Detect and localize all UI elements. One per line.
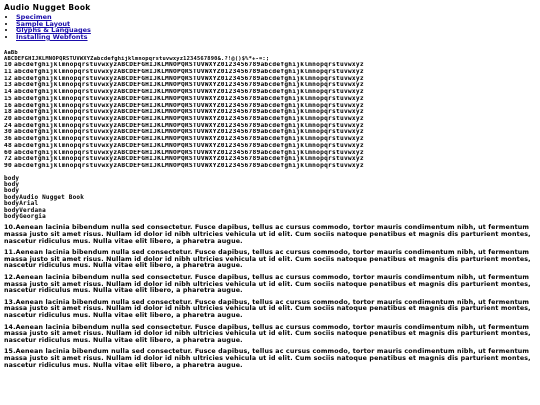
size-number: 36: [4, 136, 12, 143]
size-sample-text: abcdefghijklmnopqrstuvwxyzABCDEFGHIJKLMNOPQRSTUVWXYZ0123456789abcdefghijklmnopqrstuvwxyz: [14, 89, 364, 96]
size-sample-text: abcdefghijklmnopqrstuvwxyzABCDEFGHIJKLMNOPQRSTUVWXYZ0123456789abcdefghijklmnopqrstuvwxyz: [14, 129, 364, 136]
size-sample-text: abcdefghijklmnopqrstuvwxyzABCDEFGHIJKLMNOPQRSTUVWXYZ0123456789abcdefghijklmnopqrstuvwxyz: [14, 142, 364, 149]
paragraph-samples: [4, 225, 536, 369]
body-word: body: [4, 174, 20, 182]
size-number: 11: [4, 69, 12, 76]
size-number: 18: [4, 109, 12, 116]
size-row: [4, 156, 536, 163]
size-sample-text: abcdefghijklmnopqrstuvwxyzABCDEFGHIJKLMNOPQRSTUVWXYZ0123456789abcdefghijklmnopqrstuvwxyz: [14, 122, 364, 129]
size-waterfall: [4, 62, 536, 169]
size-row: [4, 163, 536, 170]
link-specimen[interactable]: Specimen: [16, 13, 52, 21]
size-sample-text: abcdefghijklmnopqrstuvwxyzABCDEFGHIJKLMNOPQRSTUVWXYZ0123456789abcdefghijklmnopqrstuvwxyz: [14, 156, 364, 163]
size-row: [4, 109, 536, 116]
size-number: 48: [4, 142, 12, 149]
nav-item: [16, 14, 536, 21]
charset-line: ABCDEFGHIJKLMNOPQRSTUVWXYZabcdefghijklmnopqrstuvwxyz1234567890&.?!@()$%*+-=:;: [4, 56, 270, 63]
size-sample-text: abcdefghijklmnopqrstuvwxyzABCDEFGHIJKLMNOPQRSTUVWXYZ0123456789abcdefghijklmnopqrstuvwxyz: [14, 82, 364, 89]
paragraph-text: Aenean lacinia bibendum nulla sed consectetur. Fusce dapibus, tellus ac cursus commodo, tortor mauris condimentum nibh, ut fermentum massa justo sit amet risus. Nullam id dolor id nibh ultricies vehicula ut id elit. Cum sociis natoque penatibus et magnis dis parturient montes, nascetur ridiculus mus. Nulla vitae elit libero, a pharetra augue.: [4, 323, 531, 344]
nav-item: [16, 27, 536, 34]
paragraph-sample: [4, 225, 536, 245]
size-row: [4, 143, 536, 150]
size-number: 60: [4, 149, 12, 156]
size-number: 72: [4, 156, 12, 163]
body-word: bodyGeorgia: [4, 213, 46, 221]
size-sample-text: abcdefghijklmnopqrstuvwxyzABCDEFGHIJKLMNOPQRSTUVWXYZ0123456789abcdefghijklmnopqrstuvwxyz: [14, 109, 364, 116]
paragraph-size-label: 12.: [4, 274, 16, 282]
paragraph-sample: [4, 349, 536, 369]
paragraph-size-label: 15.: [4, 348, 16, 356]
size-row: [4, 116, 536, 123]
size-row: [4, 89, 536, 96]
body-word: bodyAudio Nugget Book: [4, 193, 85, 201]
body-word: body: [4, 187, 20, 195]
paragraph-sample: [4, 325, 536, 345]
size-row: [4, 123, 536, 130]
paragraph-size-label: 11.: [4, 249, 16, 257]
size-row: [4, 76, 536, 83]
nav-links: [4, 14, 536, 40]
size-number: 16: [4, 102, 12, 109]
link-sample-layout[interactable]: Sample Layout: [16, 19, 71, 28]
body-words: [4, 176, 536, 221]
size-row: [4, 103, 536, 110]
size-row: [4, 129, 536, 136]
size-sample-text: abcdefghijklmnopqrstuvwxyzABCDEFGHIJKLMNOPQRSTUVWXYZ0123456789abcdefghijklmnopqrstuvwxyz: [14, 69, 364, 76]
size-row: [4, 69, 536, 76]
specimen-page: [4, 2, 536, 369]
size-number: 12: [4, 75, 12, 82]
body-word: bodyArial: [4, 200, 39, 208]
nav-item: [16, 34, 536, 41]
size-sample-text: abcdefghijklmnopqrstuvwxyzABCDEFGHIJKLMNOPQRSTUVWXYZ0123456789abcdefghijklmnopqrstuvwxyz: [14, 75, 364, 82]
size-number: 15: [4, 95, 12, 102]
paragraph-text: Aenean lacinia bibendum nulla sed consectetur. Fusce dapibus, tellus ac cursus commodo, tortor mauris condimentum nibh, ut fermentum massa justo sit amet risus. Nullam id dolor id nibh ultricies vehicula ut id elit. Cum sociis natoque penatibus et magnis dis parturient montes, nascetur ridiculus mus. Nulla vitae elit libero, a pharetra augue.: [4, 249, 531, 270]
size-sample-text: abcdefghijklmnopqrstuvwxyzABCDEFGHIJKLMNOPQRSTUVWXYZ0123456789abcdefghijklmnopqrstuvwxyz: [14, 95, 364, 102]
paragraph-sample: [4, 300, 536, 320]
paragraph-text: Aenean lacinia bibendum nulla sed consectetur. Fusce dapibus, tellus ac cursus commodo, tortor mauris condimentum nibh, ut fermentum massa justo sit amet risus. Nullam id dolor id nibh ultricies vehicula ut id elit. Cum sociis natoque penatibus et magnis dis parturient montes, nascetur ridiculus mus. Nulla vitae elit libero, a pharetra augue.: [4, 224, 531, 245]
paragraph-text: Aenean lacinia bibendum nulla sed consectetur. Fusce dapibus, tellus ac cursus commodo, tortor mauris condimentum nibh, ut fermentum massa justo sit amet risus. Nullam id dolor id nibh ultricies vehicula ut id elit. Cum sociis natoque penatibus et magnis dis parturient montes, nascetur ridiculus mus. Nulla vitae elit libero, a pharetra augue.: [4, 274, 531, 295]
charset-label: AaBb: [4, 50, 18, 57]
size-number: 24: [4, 122, 12, 129]
paragraph-size-label: 13.: [4, 298, 16, 306]
nav-item: [16, 21, 536, 28]
size-sample-text: abcdefghijklmnopqrstuvwxyzABCDEFGHIJKLMNOPQRSTUVWXYZ0123456789abcdefghijklmnopqrstuvwxyz: [14, 149, 364, 156]
paragraph-size-label: 10.: [4, 224, 16, 232]
size-row: [4, 62, 536, 69]
paragraph-text: Aenean lacinia bibendum nulla sed consectetur. Fusce dapibus, tellus ac cursus commodo, tortor mauris condimentum nibh, ut fermentum massa justo sit amet risus. Nullam id dolor id nibh ultricies vehicula ut id elit. Cum sociis natoque penatibus et magnis dis parturient montes, nascetur ridiculus mus. Nulla vitae elit libero, a pharetra augue.: [4, 348, 531, 369]
size-sample-text: abcdefghijklmnopqrstuvwxyzABCDEFGHIJKLMNOPQRSTUVWXYZ0123456789abcdefghijklmnopqrstuvwxyz: [14, 62, 364, 69]
size-sample-text: abcdefghijklmnopqrstuvwxyzABCDEFGHIJKLMNOPQRSTUVWXYZ0123456789abcdefghijklmnopqrstuvwxyz: [14, 102, 364, 109]
size-number: 20: [4, 116, 12, 122]
size-number: 10: [4, 62, 12, 69]
size-number: 30: [4, 129, 12, 136]
size-number: 13: [4, 82, 12, 89]
link-installing-webfonts[interactable]: Installing Webfonts: [16, 32, 88, 41]
size-sample-text: abcdefghijklmnopqrstuvwxyzABCDEFGHIJKLMNOPQRSTUVWXYZ0123456789abcdefghijklmnopqrstuvwxyz: [14, 162, 364, 169]
paragraph-text: Aenean lacinia bibendum nulla sed consectetur. Fusce dapibus, tellus ac cursus commodo, tortor mauris condimentum nibh, ut fermentum massa justo sit amet risus. Nullam id dolor id nibh ultricies vehicula ut id elit. Cum sociis natoque penatibus et magnis dis parturient montes, nascetur ridiculus mus. Nulla vitae elit libero, a pharetra augue.: [4, 298, 531, 319]
size-row: [4, 96, 536, 103]
size-number: 14: [4, 89, 12, 96]
body-word: body: [4, 181, 20, 189]
link-glyphs-languages[interactable]: Glyphs & Languages: [16, 26, 91, 35]
body-word: bodyVerdana: [4, 206, 46, 214]
size-sample-text: abcdefghijklmnopqrstuvwxyzABCDEFGHIJKLMNOPQRSTUVWXYZ0123456789abcdefghijklmnopqrstuvwxyz: [14, 136, 364, 143]
size-row: [4, 82, 536, 89]
size-row: [4, 150, 536, 157]
size-sample-text: abcdefghijklmnopqrstuvwxyzABCDEFGHIJKLMNOPQRSTUVWXYZ0123456789abcdefghijklmnopqrstuvwxyz: [14, 116, 364, 122]
page-title: Audio Nugget Book: [4, 3, 91, 12]
paragraph-sample: [4, 250, 536, 270]
paragraph-sample: [4, 275, 536, 295]
size-number: 90: [4, 162, 12, 169]
size-row: [4, 136, 536, 143]
paragraph-size-label: 14.: [4, 323, 16, 331]
